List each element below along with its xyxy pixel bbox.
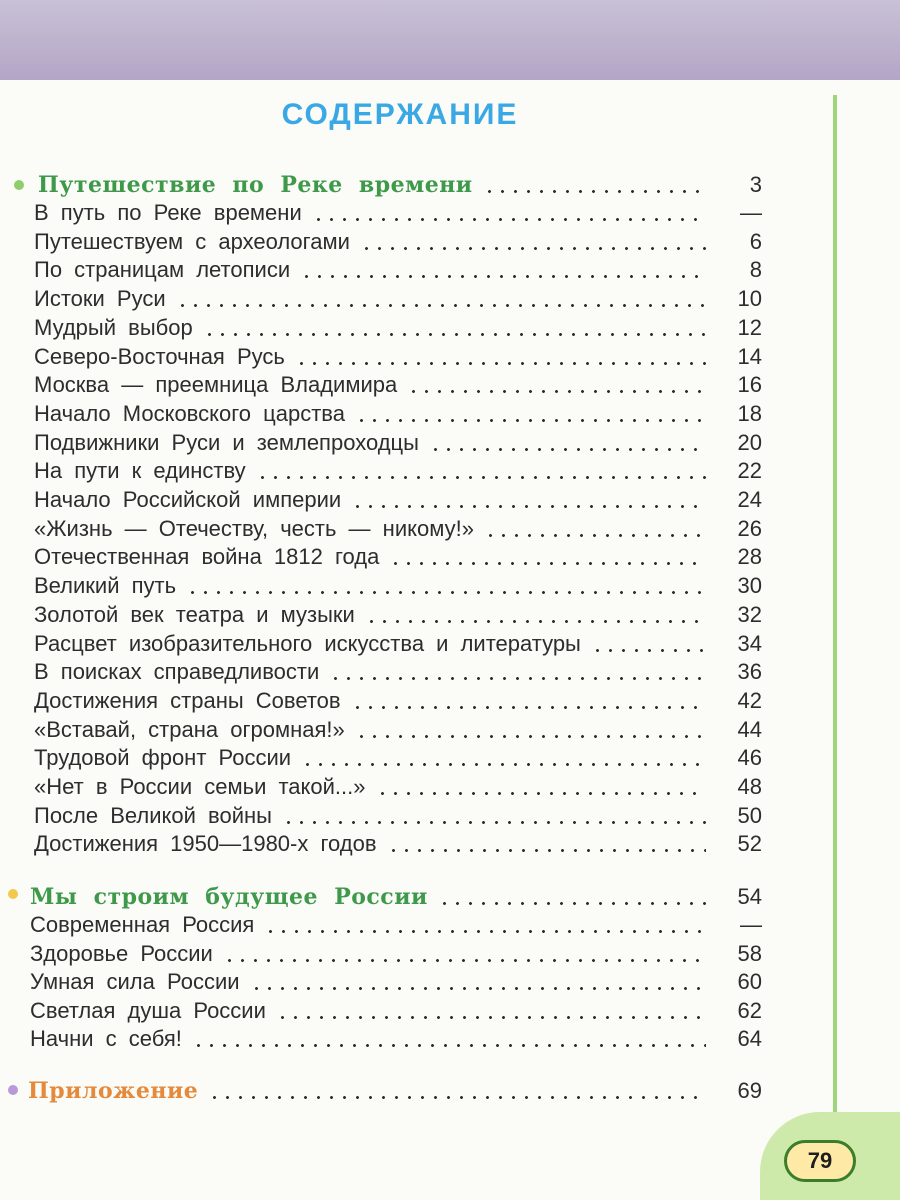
entry-title: Расцвет изобразительного искусства и литературы	[34, 630, 581, 656]
entry-page-number: 16	[737, 372, 762, 398]
entry-title: Современная Россия	[30, 912, 255, 937]
toc-entry[interactable]	[30, 941, 762, 967]
dot-leader	[250, 987, 706, 990]
toc-entry[interactable]	[34, 200, 762, 226]
entry-title: Мы строим будущее России	[30, 884, 428, 910]
entry-title: В поисках справедливости	[34, 659, 320, 685]
entry-page-number: 32	[737, 601, 762, 627]
dot-leader	[312, 218, 706, 221]
dot-leader	[360, 247, 706, 250]
dot-leader	[355, 419, 706, 422]
entry-page-number: 50	[737, 802, 762, 828]
toc-entry[interactable]	[30, 998, 762, 1024]
entry-page-number: 8	[749, 257, 762, 283]
toc-entry[interactable]	[34, 229, 762, 255]
entry-page-number: 28	[737, 544, 762, 570]
entry-title: «Вставай, страна огромная!»	[34, 716, 345, 742]
toc-entry[interactable]	[34, 631, 762, 657]
toc-entry[interactable]	[34, 430, 762, 456]
entry-page-number: 14	[737, 343, 762, 369]
section-bullet-icon	[14, 180, 24, 190]
section-bullet-icon	[8, 1085, 18, 1095]
dot-leader	[203, 333, 706, 336]
green-margin-rule	[833, 95, 837, 1135]
entry-title: Истоки Руси	[34, 286, 166, 312]
entry-page-number: 54	[737, 884, 762, 909]
entry-title: Великий путь	[34, 573, 177, 599]
entry-title: Золотой век театра и музыки	[34, 601, 355, 627]
toc-entry[interactable]	[34, 372, 762, 398]
section-bullet-icon	[8, 889, 18, 899]
toc-entry[interactable]	[34, 257, 762, 283]
entry-page-number: 6	[749, 228, 762, 254]
toc-entry[interactable]	[34, 774, 762, 800]
dot-leader	[429, 448, 706, 451]
entry-title: Москва — преемница Владимира	[34, 372, 398, 398]
page-number-badge: 79	[784, 1140, 856, 1182]
entry-page-number: 58	[737, 940, 762, 966]
entry-page-number: 12	[737, 314, 762, 340]
dot-leader	[176, 304, 706, 307]
toc-entry[interactable]	[34, 659, 762, 685]
page-title: СОДЕРЖАНИЕ	[281, 98, 519, 131]
top-color-band	[0, 0, 900, 80]
dot-leader	[276, 1016, 706, 1019]
entry-page-number: 24	[737, 487, 762, 512]
dot-leader	[376, 792, 706, 795]
entry-page-number: 26	[737, 515, 762, 541]
dot-leader	[256, 476, 706, 479]
entry-title: После Великой войны	[34, 802, 272, 828]
toc-entry[interactable]	[34, 487, 762, 513]
dot-leader	[484, 534, 706, 537]
dot-leader	[389, 562, 706, 565]
dot-leader	[295, 362, 706, 365]
entry-page-number: 34	[737, 630, 762, 656]
dot-leader	[438, 902, 706, 905]
dot-leader	[387, 849, 706, 852]
dot-leader	[407, 390, 706, 393]
entry-page-number: 60	[737, 969, 762, 994]
toc-entry[interactable]	[34, 286, 762, 312]
entry-title: Северо-Восточная Русь	[34, 343, 285, 369]
entry-title: В путь по Реке времени	[34, 200, 302, 225]
entry-page-number: 52	[737, 831, 762, 857]
toc-entry[interactable]	[34, 458, 762, 484]
entry-page-number: 18	[737, 400, 762, 426]
entry-title: Светлая душа России	[30, 997, 266, 1023]
entry-title: Отечественная война 1812 года	[34, 544, 380, 570]
entry-title: Путешествие по Реке времени	[38, 172, 473, 198]
dot-leader	[301, 763, 706, 766]
entry-title: Начало Московского царства	[34, 400, 345, 426]
dot-leader	[351, 706, 706, 709]
dot-leader	[300, 275, 706, 278]
dot-leader	[208, 1096, 706, 1099]
toc-entry[interactable]	[34, 717, 762, 743]
entry-page-number: 36	[737, 659, 762, 685]
entry-title: Здоровье России	[30, 940, 213, 966]
entry-title: Приложение	[28, 1078, 199, 1104]
toc-entry[interactable]	[34, 573, 762, 599]
entry-page-number: 20	[737, 429, 762, 455]
entry-page-number: 44	[737, 716, 762, 742]
entry-page-number: 10	[737, 286, 762, 312]
dot-leader	[264, 930, 706, 933]
toc-entry[interactable]	[34, 544, 762, 570]
entry-page-number: 62	[737, 997, 762, 1023]
dot-leader	[282, 821, 706, 824]
entry-title: По страницам летописи	[34, 257, 291, 283]
toc-entry[interactable]	[34, 831, 762, 857]
entry-title: Подвижники Руси и землепроходцы	[34, 429, 419, 455]
entry-page-number: 30	[737, 573, 762, 599]
entry-page-number: 64	[737, 1026, 762, 1051]
entry-page-number: —	[740, 912, 762, 937]
toc-entry[interactable]	[34, 344, 762, 370]
dot-leader	[365, 620, 706, 623]
toc-entry[interactable]	[30, 969, 762, 995]
entry-title: Начало Российской империи	[34, 487, 342, 512]
toc-entry[interactable]	[34, 602, 762, 628]
dot-leader	[186, 591, 706, 594]
section-heading[interactable]	[30, 884, 762, 910]
dot-leader	[483, 190, 706, 193]
dot-leader	[355, 735, 706, 738]
entry-title: «Жизнь — Отечеству, честь — никому!»	[34, 515, 474, 541]
section-heading[interactable]	[28, 1078, 762, 1104]
dot-leader	[351, 505, 706, 508]
entry-title: На пути к единству	[34, 458, 246, 484]
dot-leader	[192, 1044, 706, 1047]
entry-page-number: 3	[749, 172, 762, 197]
entry-title: Умная сила России	[30, 969, 240, 994]
entry-page-number: 42	[737, 687, 762, 713]
entry-title: Путешествуем с археологами	[34, 228, 350, 254]
toc-entry[interactable]	[34, 688, 762, 714]
entry-page-number: 48	[737, 774, 762, 799]
entry-title: Достижения страны Советов	[34, 687, 341, 713]
dot-leader	[223, 959, 706, 962]
toc-entry[interactable]	[34, 401, 762, 427]
toc-entry[interactable]	[30, 912, 762, 938]
dot-leader	[591, 649, 706, 652]
entry-title: Трудовой фронт России	[34, 745, 292, 771]
entry-page-number: 69	[737, 1078, 762, 1103]
entry-title: «Нет в России семьи такой...»	[34, 774, 366, 799]
entry-page-number: 46	[737, 745, 762, 771]
dot-leader	[329, 677, 706, 680]
entry-title: Мудрый выбор	[34, 314, 193, 340]
toc-entry[interactable]	[34, 315, 762, 341]
toc-entry[interactable]	[34, 745, 762, 771]
entry-page-number: 22	[737, 458, 762, 484]
section-heading[interactable]	[38, 172, 762, 198]
toc-entry[interactable]	[30, 1026, 762, 1052]
toc-entry[interactable]	[34, 516, 762, 542]
entry-page-number: —	[740, 200, 762, 225]
entry-title: Начни с себя!	[30, 1026, 182, 1051]
toc-entry[interactable]	[34, 803, 762, 829]
entry-title: Достижения 1950—1980-х годов	[34, 831, 377, 857]
